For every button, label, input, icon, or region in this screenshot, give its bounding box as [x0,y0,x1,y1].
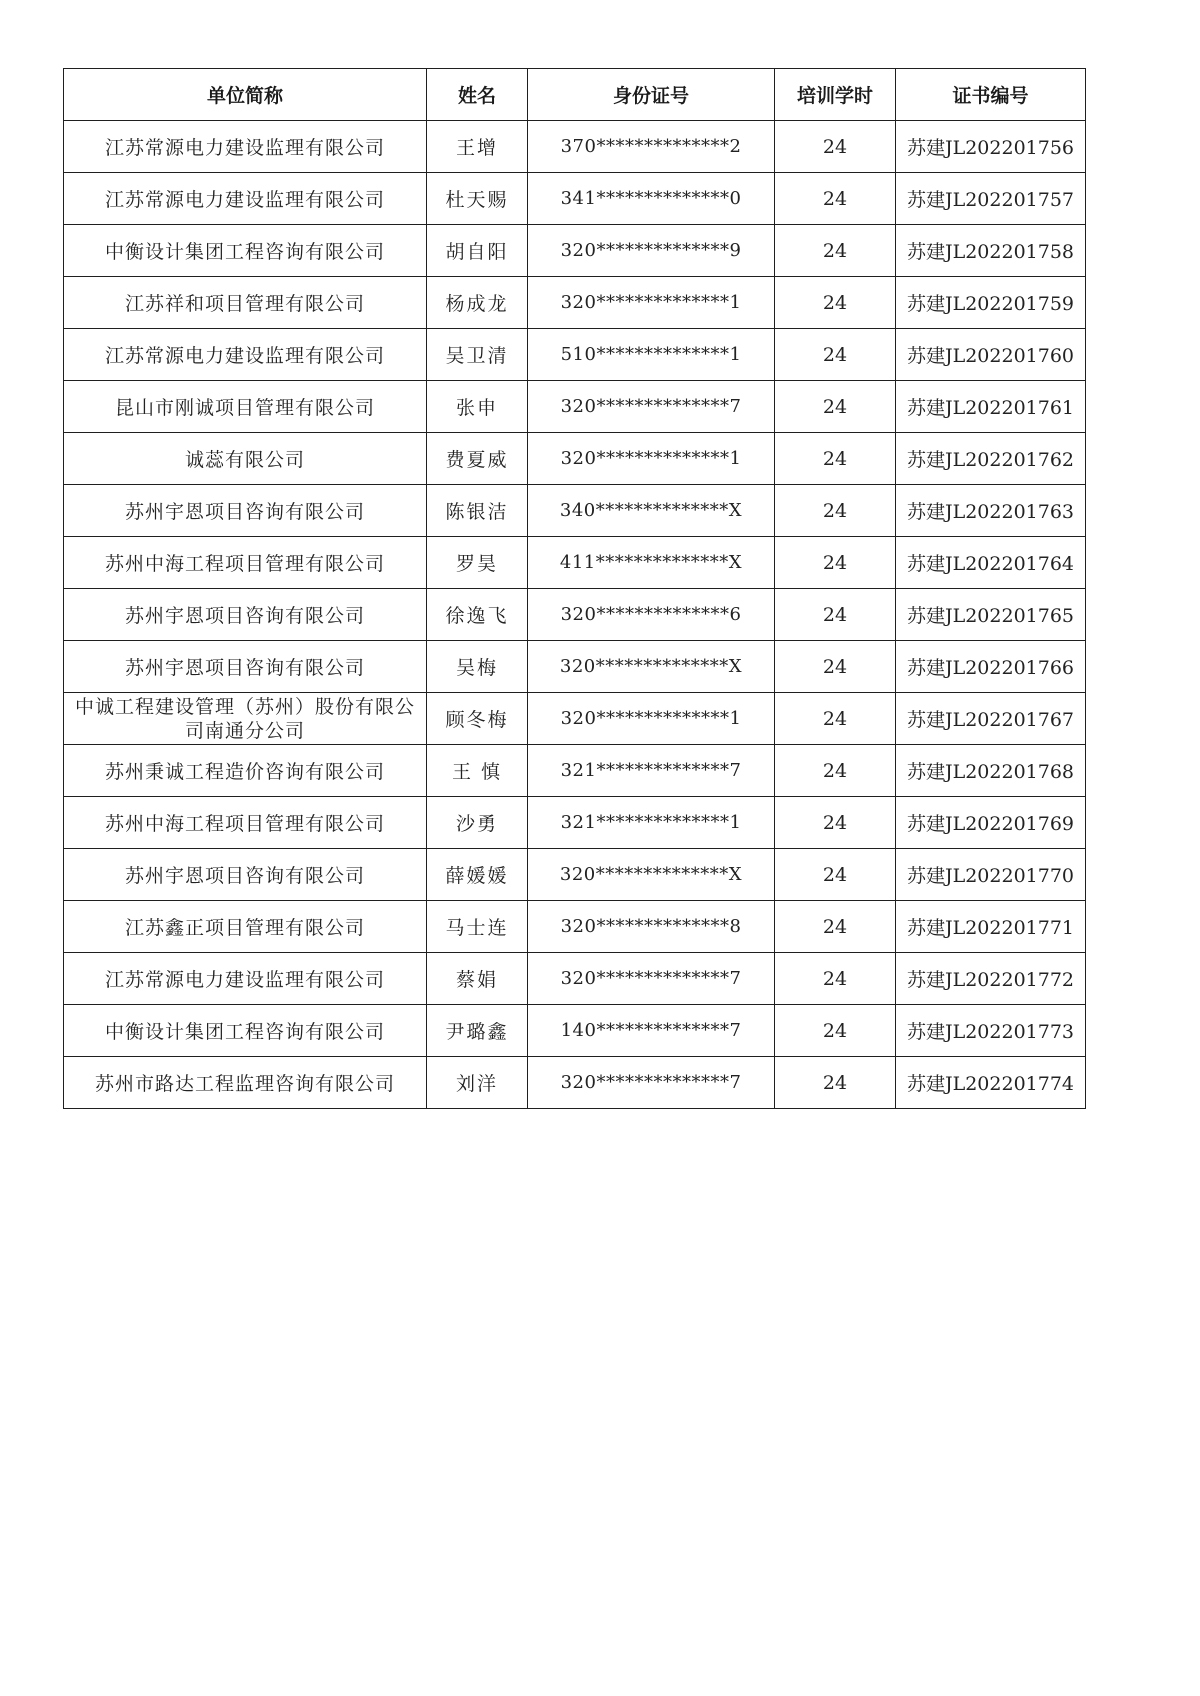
cell-name: 陈银洁 [427,485,528,537]
cell-unit: 诚蕊有限公司 [64,433,427,485]
document-page [63,68,1086,1109]
cell-certificate-number: 苏建JL202201772 [896,953,1086,1005]
header-id-number: 身份证号 [528,69,775,121]
cell-training-hours: 24 [775,1057,896,1109]
cell-training-hours: 24 [775,641,896,693]
cell-id-number: 320**************1 [528,433,775,485]
cell-certificate-number: 苏建JL202201770 [896,849,1086,901]
cell-certificate-number: 苏建JL202201767 [896,693,1086,745]
cell-id-number: 320**************6 [528,589,775,641]
cell-training-hours: 24 [775,849,896,901]
cell-id-number: 321**************1 [528,797,775,849]
table-row [64,797,1086,849]
cell-unit: 江苏常源电力建设监理有限公司 [64,329,427,381]
cell-certificate-number: 苏建JL202201758 [896,225,1086,277]
cell-training-hours: 24 [775,485,896,537]
cell-name: 顾冬梅 [427,693,528,745]
cell-training-hours: 24 [775,589,896,641]
cell-name: 费夏威 [427,433,528,485]
table-row [64,381,1086,433]
cell-training-hours: 24 [775,121,896,173]
cell-name: 薛媛媛 [427,849,528,901]
cell-unit: 苏州秉诚工程造价咨询有限公司 [64,745,427,797]
cell-training-hours: 24 [775,537,896,589]
cell-name: 王增 [427,121,528,173]
table-row [64,433,1086,485]
cell-name: 吴梅 [427,641,528,693]
cell-training-hours: 24 [775,173,896,225]
cell-id-number: 320**************1 [528,277,775,329]
table-row [64,277,1086,329]
cell-certificate-number: 苏建JL202201764 [896,537,1086,589]
cell-training-hours: 24 [775,225,896,277]
cell-id-number: 320**************9 [528,225,775,277]
cell-certificate-number: 苏建JL202201757 [896,173,1086,225]
cell-unit: 中衡设计集团工程咨询有限公司 [64,1005,427,1057]
cell-certificate-number: 苏建JL202201761 [896,381,1086,433]
table-header-row [64,69,1086,121]
cell-name: 张申 [427,381,528,433]
cell-name: 蔡娟 [427,953,528,1005]
cell-unit: 江苏常源电力建设监理有限公司 [64,121,427,173]
cell-training-hours: 24 [775,433,896,485]
cell-training-hours: 24 [775,953,896,1005]
cell-unit: 中诚工程建设管理（苏州）股份有限公司南通分公司 [64,693,427,745]
cell-id-number: 320**************7 [528,381,775,433]
cell-training-hours: 24 [775,745,896,797]
cell-name: 尹璐鑫 [427,1005,528,1057]
header-unit: 单位简称 [64,69,427,121]
cell-unit: 昆山市刚诚项目管理有限公司 [64,381,427,433]
cell-training-hours: 24 [775,277,896,329]
table-body [64,121,1086,1109]
table-row [64,1057,1086,1109]
cell-certificate-number: 苏建JL202201769 [896,797,1086,849]
cell-training-hours: 24 [775,901,896,953]
cell-id-number: 320**************X [528,849,775,901]
table-row [64,173,1086,225]
header-training-hours: 培训学时 [775,69,896,121]
cell-id-number: 140**************7 [528,1005,775,1057]
cell-name: 杨成龙 [427,277,528,329]
cell-id-number: 320**************7 [528,1057,775,1109]
cell-unit: 苏州中海工程项目管理有限公司 [64,797,427,849]
cell-name: 杜天赐 [427,173,528,225]
cell-certificate-number: 苏建JL202201765 [896,589,1086,641]
cell-certificate-number: 苏建JL202201766 [896,641,1086,693]
cell-training-hours: 24 [775,1005,896,1057]
cell-id-number: 320**************X [528,641,775,693]
table-row [64,537,1086,589]
header-certificate-number: 证书编号 [896,69,1086,121]
cell-name: 徐逸飞 [427,589,528,641]
cell-id-number: 320**************8 [528,901,775,953]
table-row [64,641,1086,693]
cell-certificate-number: 苏建JL202201759 [896,277,1086,329]
table-row [64,849,1086,901]
table-row [64,329,1086,381]
cell-certificate-number: 苏建JL202201773 [896,1005,1086,1057]
cell-certificate-number: 苏建JL202201756 [896,121,1086,173]
table-row [64,901,1086,953]
cell-id-number: 340**************X [528,485,775,537]
cell-name: 刘洋 [427,1057,528,1109]
cell-training-hours: 24 [775,693,896,745]
cell-name: 吴卫清 [427,329,528,381]
cell-training-hours: 24 [775,329,896,381]
cell-unit: 江苏常源电力建设监理有限公司 [64,173,427,225]
table-row [64,953,1086,1005]
cell-training-hours: 24 [775,797,896,849]
training-roster-table [63,68,1086,1109]
table-row [64,121,1086,173]
table-row [64,485,1086,537]
cell-name: 沙勇 [427,797,528,849]
cell-certificate-number: 苏建JL202201762 [896,433,1086,485]
cell-id-number: 321**************7 [528,745,775,797]
cell-unit: 江苏常源电力建设监理有限公司 [64,953,427,1005]
header-name: 姓名 [427,69,528,121]
cell-name: 马士连 [427,901,528,953]
cell-id-number: 320**************1 [528,693,775,745]
cell-unit: 苏州市路达工程监理咨询有限公司 [64,1057,427,1109]
cell-unit: 苏州宇恩项目咨询有限公司 [64,589,427,641]
cell-name: 罗昊 [427,537,528,589]
cell-unit: 苏州宇恩项目咨询有限公司 [64,849,427,901]
cell-id-number: 411**************X [528,537,775,589]
cell-id-number: 510**************1 [528,329,775,381]
cell-unit: 苏州宇恩项目咨询有限公司 [64,641,427,693]
table-row [64,225,1086,277]
table-row [64,589,1086,641]
cell-unit: 江苏祥和项目管理有限公司 [64,277,427,329]
cell-certificate-number: 苏建JL202201771 [896,901,1086,953]
cell-certificate-number: 苏建JL202201774 [896,1057,1086,1109]
cell-certificate-number: 苏建JL202201760 [896,329,1086,381]
cell-unit: 江苏鑫正项目管理有限公司 [64,901,427,953]
table-row [64,693,1086,745]
cell-name: 王 慎 [427,745,528,797]
cell-name: 胡自阳 [427,225,528,277]
cell-training-hours: 24 [775,381,896,433]
cell-unit: 中衡设计集团工程咨询有限公司 [64,225,427,277]
cell-id-number: 320**************7 [528,953,775,1005]
table-row [64,1005,1086,1057]
cell-id-number: 341**************0 [528,173,775,225]
cell-id-number: 370**************2 [528,121,775,173]
cell-certificate-number: 苏建JL202201768 [896,745,1086,797]
cell-certificate-number: 苏建JL202201763 [896,485,1086,537]
table-row [64,745,1086,797]
cell-unit: 苏州中海工程项目管理有限公司 [64,537,427,589]
cell-unit: 苏州宇恩项目咨询有限公司 [64,485,427,537]
